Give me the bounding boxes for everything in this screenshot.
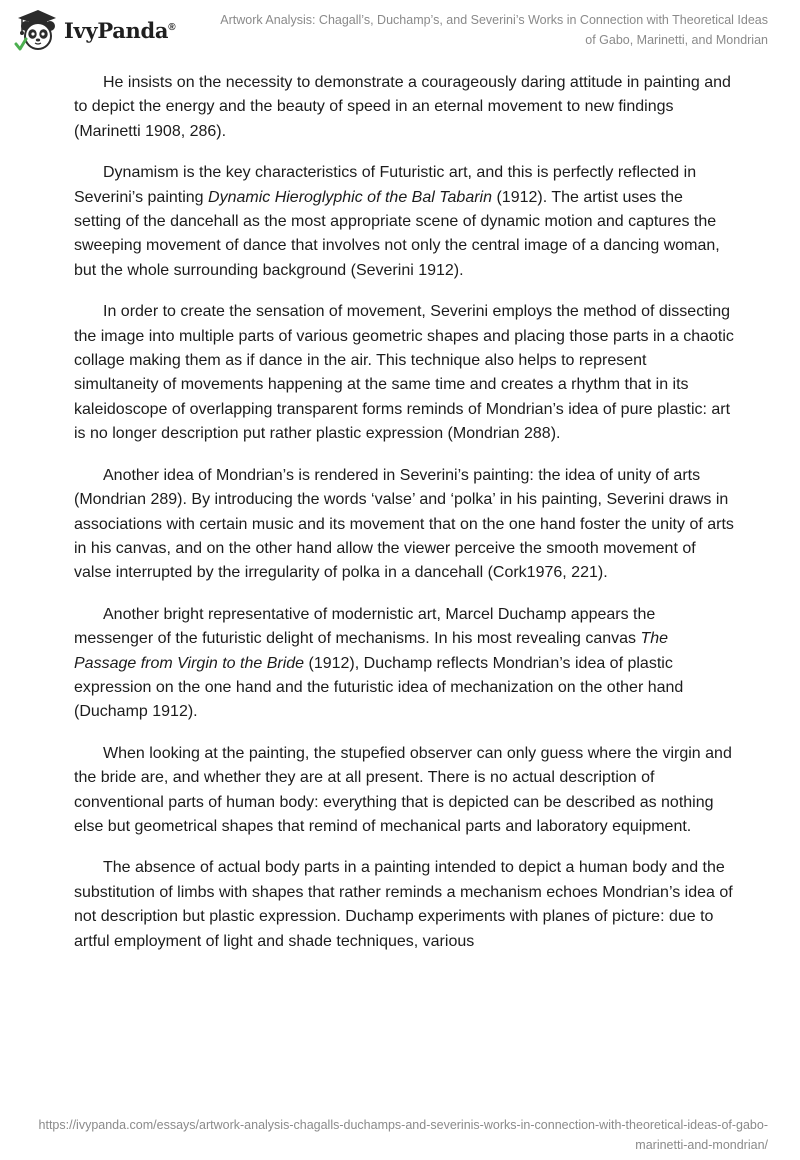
paragraph: In order to create the sensation of movement, Severini employs the method of dissecting the image into multiple parts of various geometric shapes and placing those parts in a chaotic collage making them as if dance in the air. This technique also helps to represent simultaneity of movements happening at the same time and creates a rhythm that in its kaleidoscope of overlapping transparent forms reminds of Mondrian’s idea of pure plastic: art is no longer description put rather plastic expression (Mondrian 288). xyxy=(74,303,734,443)
document-title-line-2: of Gabo, Marinetti, and Mondrian xyxy=(585,33,768,47)
document-title xyxy=(208,10,768,50)
painting-title: The Passage from Virgin to the Bride xyxy=(74,630,669,672)
source-url-line-1: https://ivypanda.com/essays/artwork-analysis-chagalls-duchamps-and-severinis-works-in-connection-with-theoretical-ideas-of-gabo- xyxy=(38,1118,768,1132)
brand-name: IvyPanda® xyxy=(64,17,176,43)
paragraph: The absence of actual body parts in a painting intended to depict a human body and the substitution of limbs with shapes that rather reminds a mechanism echoes Mondrian’s idea of not description but plastic expression. Duchamp experiments with planes of picture: due to artful employment of light and shade techniques, various xyxy=(74,859,733,950)
page-header xyxy=(0,0,800,60)
paragraph: Another idea of Mondrian’s is rendered in Severini’s painting: the idea of unity of arts (Mondrian 289). By introducing the words ‘valse’ and ‘polka’ in his painting, Severini draws in associations with certain music and its movement that on the one hand foster the unity of arts in his canvas, and on the other hand allow the viewer perceive the smooth movement of valse interrupted by the irregularity of polka in a dancehall (Cork1976, 221). xyxy=(74,466,734,582)
panda-mascot-icon xyxy=(14,8,58,52)
paragraph: Another bright representative of modernistic art, Marcel Duchamp appears the messenger of the futuristic delight of mechanisms. In his most revealing canvas The Passage from Virgin to the Bride (1912), Duchamp reflects Mondrian’s idea of plastic expression on the one hand and the futuristic idea of mechanization on the other hand (Duchamp 1912). xyxy=(74,605,684,721)
paragraph: When looking at the painting, the stupefied observer can only guess where the virgin and the bride are, and whether they are at all present. There is no actual description of conventional parts of human body: everything that is depicted can be described as nothing else but geometrical shapes that remind of mechanical parts and laboratory equipment. xyxy=(74,744,732,835)
essay-body xyxy=(74,71,734,971)
paragraph: He insists on the necessity to demonstrate a courageously daring attitude in painting and to depict the energy and the beauty of speed in an eternal movement to new findings (Marinetti 1908, 286). xyxy=(74,74,731,140)
document-title-line-1: Artwork Analysis: Chagall’s, Duchamp’s, and Severini’s Works in Connection with Theoretical Ideas xyxy=(220,13,768,27)
painting-title: Dynamic Hieroglyphic of the Bal Tabarin xyxy=(208,188,493,206)
source-url[interactable] xyxy=(28,1115,768,1155)
paragraph: Dynamism is the key characteristics of Futuristic art, and this is perfectly reflected in Severini’s painting Dynamic Hieroglyphic of the Bal Tabarin (1912). The artist uses the setting of the dancehall as the most appropriate scene of dynamic motion and captures the sweeping movement of dance that involves not only the central image of a dancing woman, but the whole surrounding background (Severini 1912). xyxy=(74,164,720,279)
source-url-line-2: marinetti-and-mondrian/ xyxy=(635,1138,768,1152)
brand-logo[interactable] xyxy=(14,8,175,52)
